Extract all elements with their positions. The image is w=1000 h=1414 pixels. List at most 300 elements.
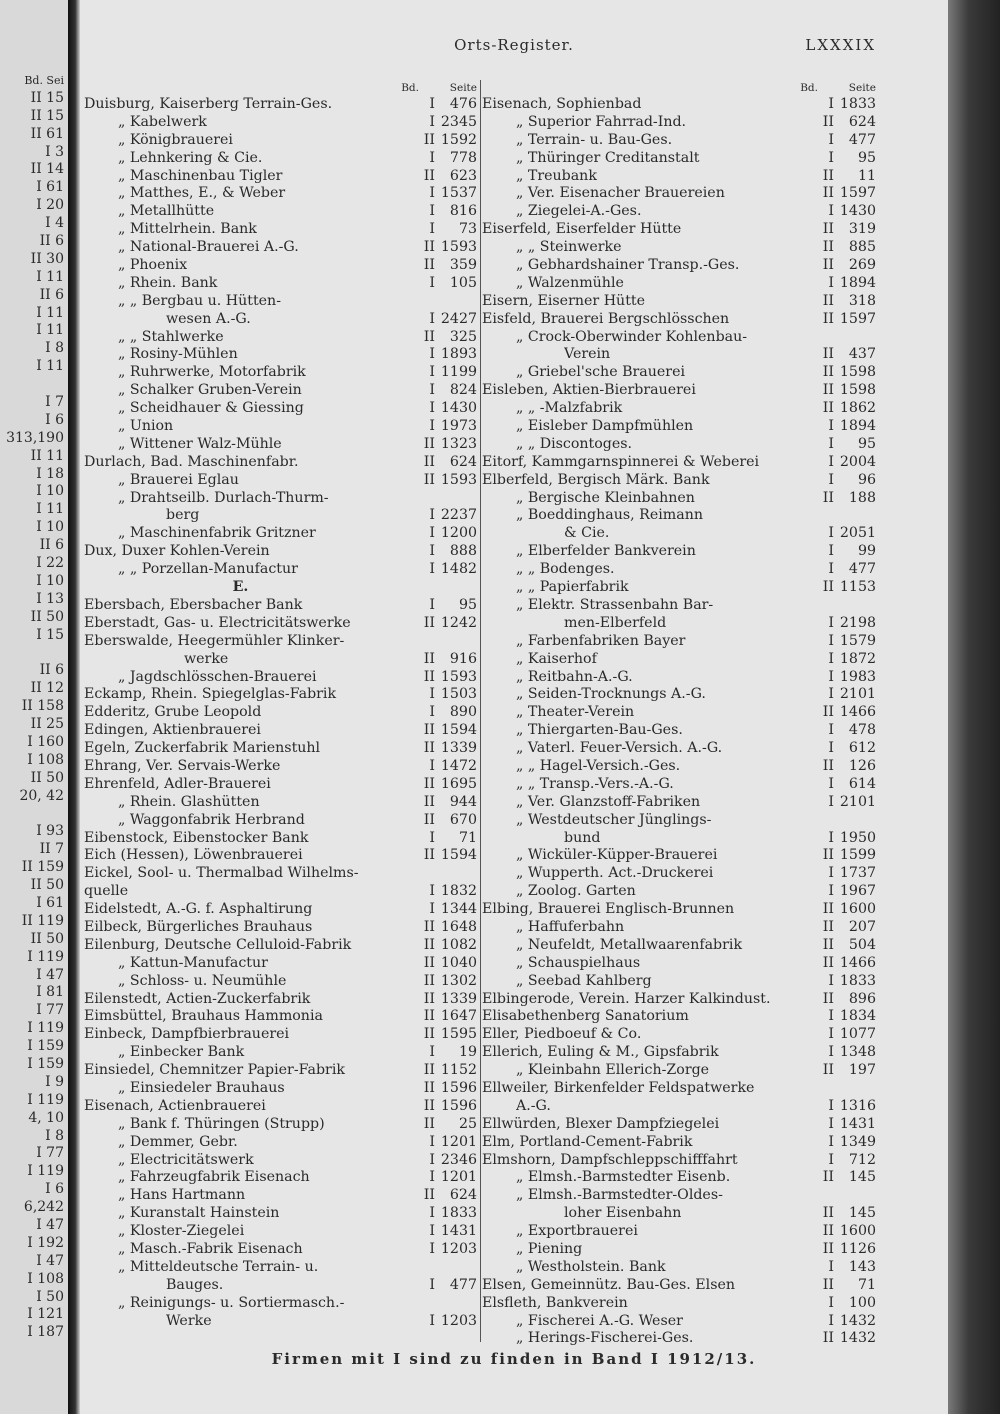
entry-name: quelle (84, 883, 129, 900)
margin-entry: II 14 (30, 161, 64, 178)
entry-volume: I (828, 883, 834, 900)
margin-entry: I 119 (27, 948, 64, 965)
entry-volume: I (828, 1133, 834, 1150)
entry-page: 1482 (440, 561, 477, 578)
entry-name: Eberswalde, Heegermühler Klinker- (84, 632, 345, 649)
register-entry (84, 1080, 479, 1098)
entry-volume: I (828, 686, 834, 703)
entry-page: 1893 (440, 346, 477, 363)
margin-entry: 20, 42 (19, 787, 64, 804)
entry-volume: I (429, 364, 435, 381)
entry-volume: I (429, 543, 435, 560)
entry-page: 1432 (839, 1312, 876, 1329)
register-entry (84, 901, 479, 919)
entry-name: Eilenstedt, Actien-Zuckerfabrik (84, 990, 311, 1007)
register-entry (84, 168, 479, 186)
entry-volume: II (423, 936, 435, 953)
entry-volume: II (822, 239, 834, 256)
register-entry (84, 1116, 479, 1134)
register-entry (84, 776, 479, 794)
entry-volume: I (429, 310, 435, 327)
register-entry (84, 865, 479, 883)
entry-volume: II (822, 579, 834, 596)
entry-volume: II (423, 1097, 435, 1114)
register-entry (84, 1223, 479, 1241)
entry-volume: I (429, 757, 435, 774)
register-entry (84, 883, 479, 901)
entry-page: 359 (449, 257, 477, 274)
entry-volume: II (822, 292, 834, 309)
entry-name: „ Farbenfabriken Bayer (516, 632, 686, 649)
register-entry (482, 758, 878, 776)
entry-volume: I (828, 650, 834, 667)
entry-volume: II (822, 400, 834, 417)
entry-name: „ Schauspielhaus (516, 954, 641, 971)
entry-volume: I (429, 221, 435, 238)
entry-volume: I (429, 686, 435, 703)
entry-page: 1950 (839, 829, 876, 846)
entry-name: Verein (564, 346, 611, 363)
register-entry (482, 830, 878, 848)
entry-name: Einbeck, Dampfbierbrauerei (84, 1026, 290, 1043)
entry-page: 1503 (440, 686, 477, 703)
register-entry (482, 883, 878, 901)
register-entry (482, 1223, 878, 1241)
register-entry (482, 346, 878, 364)
entry-volume: II (822, 847, 834, 864)
entry-name: „ Electricitätswerk (118, 1151, 254, 1168)
entry-page: 712 (848, 1151, 876, 1168)
entry-name: „ „ Hagel-Versich.-Ges. (516, 757, 681, 774)
entry-name: Elisabethenberg Sanatorium (482, 1008, 689, 1025)
entry-name: „ „ Stahlwerke (118, 328, 224, 345)
entry-name: Edingen, Aktienbrauerei (84, 722, 261, 739)
entry-volume: I (429, 346, 435, 363)
entry-name: „ Kabelwerk (118, 113, 207, 130)
entry-volume: I (828, 722, 834, 739)
register-entry (84, 150, 479, 168)
entry-page: 318 (848, 292, 876, 309)
entry-name: Edderitz, Grube Leopold (84, 704, 262, 721)
entry-volume: I (828, 453, 834, 470)
entry-name: & Cie. (564, 525, 610, 542)
register-entry (84, 937, 479, 955)
entry-volume: II (423, 1079, 435, 1096)
entry-page: 1648 (440, 918, 477, 935)
entry-name: „ Ziegelei-A.-Ges. (516, 203, 642, 220)
register-entry (84, 382, 479, 400)
entry-name: „ Westdeutscher Jünglings- (516, 811, 712, 828)
entry-page: 197 (848, 1062, 876, 1079)
entry-name: bund (564, 829, 601, 846)
entry-name: „ Waggonfabrik Herbrand (118, 811, 305, 828)
entry-name: Ellwürden, Blexer Dampfziegelei (482, 1115, 720, 1132)
margin-entry: 6,242 (23, 1199, 64, 1216)
entry-page: 614 (848, 775, 876, 792)
entry-name: „ „ Steinwerke (516, 239, 622, 256)
entry-volume: II (822, 489, 834, 506)
entry-volume: II (822, 954, 834, 971)
register-entry (482, 955, 878, 973)
entry-volume: I (429, 883, 435, 900)
entry-page: 1152 (440, 1062, 477, 1079)
entry-name: „ Crock-Oberwinder Kohlenbau- (516, 328, 748, 345)
entry-page: 1983 (839, 668, 876, 685)
entry-volume: II (822, 1223, 834, 1240)
entry-volume: I (429, 149, 435, 166)
entry-name: Eisern, Eiserner Hütte (482, 292, 645, 309)
margin-entry: I 11 (36, 268, 64, 285)
entry-volume: I (828, 1151, 834, 1168)
margin-entry: I 119 (27, 1163, 64, 1180)
register-entry (482, 257, 878, 275)
entry-volume: I (429, 96, 435, 112)
entry-name: „ „ -Malzfabrik (516, 400, 623, 417)
register-entry (482, 1062, 878, 1080)
entry-volume: II (423, 793, 435, 810)
register-entry (84, 919, 479, 937)
entry-volume: I (429, 113, 435, 130)
margin-entry: I 11 (36, 501, 64, 518)
register-entry (482, 1330, 878, 1348)
entry-name: „ Einsiedeler Brauhaus (118, 1079, 285, 1096)
entry-page: 1593 (440, 668, 477, 685)
register-entry (84, 311, 479, 329)
entry-name: Elberfeld, Bergisch Märk. Bank (482, 471, 710, 488)
entry-name: „ Schloss- u. Neumühle (118, 972, 287, 989)
register-entry (84, 490, 479, 508)
margin-entry: II 6 (39, 662, 64, 679)
entry-page: 1872 (839, 650, 876, 667)
margin-entry: II 6 (39, 233, 64, 250)
entry-name: „ Wupperth. Act.-Druckerei (516, 865, 714, 882)
entry-name: „ Fahrzeugfabrik Eisenach (118, 1169, 310, 1186)
register-entry (84, 525, 479, 543)
register-entry (482, 1259, 878, 1277)
register-entry (482, 114, 878, 132)
entry-name: Eller, Piedboeuf & Co. (482, 1026, 642, 1043)
entry-volume: II (423, 811, 435, 828)
margin-entry: I 15 (36, 626, 64, 643)
register-entry (482, 561, 878, 579)
register-entry (482, 579, 878, 597)
register-entry (482, 418, 878, 436)
register-entry (482, 973, 878, 991)
register-entry (84, 203, 479, 221)
entry-volume: II (423, 972, 435, 989)
register-entry (84, 1259, 479, 1277)
entry-page: 269 (848, 257, 876, 274)
entry-name: „ Lehnkering & Cie. (118, 149, 263, 166)
register-entry (84, 1277, 479, 1295)
bd-header: Bd. (800, 82, 818, 94)
register-entry (482, 168, 878, 186)
entry-page: 1597 (839, 310, 876, 327)
entry-name: „ Brauerei Eglau (118, 471, 239, 488)
entry-page: 1862 (839, 400, 876, 417)
entry-volume: I (429, 1276, 435, 1293)
margin-entry (0, 376, 68, 394)
entry-volume: I (828, 632, 834, 649)
register-entry (84, 114, 479, 132)
entry-volume: I (828, 1026, 834, 1043)
register-entry (482, 1098, 878, 1116)
register-entry (482, 901, 878, 919)
entry-page: 1594 (440, 722, 477, 739)
register-entry (84, 1098, 479, 1116)
margin-entry: I 10 (36, 483, 64, 500)
entry-volume: I (429, 1241, 435, 1257)
entry-page: 1594 (440, 847, 477, 864)
entry-page: 1430 (839, 203, 876, 220)
right-column-header (482, 80, 878, 96)
register-entry (84, 597, 479, 615)
register-entry (482, 669, 878, 687)
entry-name: „ Neufeldt, Metallwaarenfabrik (516, 936, 743, 953)
margin-header: Bd. Sei (24, 74, 64, 87)
entry-name: „ Boeddinghaus, Reimann (516, 507, 703, 524)
register-entry (84, 722, 479, 740)
entry-page: 2051 (839, 525, 876, 542)
register-entry (482, 1277, 878, 1295)
register-entry (84, 651, 479, 669)
entry-name: „ Kleinbahn Ellerich-Zorge (516, 1062, 710, 1079)
register-entry (84, 633, 479, 651)
entry-name: Egeln, Zuckerfabrik Marienstuhl (84, 740, 321, 757)
entry-name: „ Haffuferbahn (516, 918, 625, 935)
entry-name: Eisleben, Aktien-Bierbrauerei (482, 382, 696, 399)
register-entry (84, 132, 479, 150)
entry-volume: II (822, 185, 834, 202)
entry-volume: I (429, 596, 435, 613)
entry-volume: II (423, 990, 435, 1007)
margin-entry: II 50 (30, 930, 64, 947)
register-entry (84, 400, 479, 418)
register-entry (482, 1295, 878, 1313)
register-entry (84, 1169, 479, 1187)
register-entry (482, 221, 878, 239)
entry-page: 824 (449, 382, 477, 399)
margin-entry: I 159 (27, 1055, 64, 1072)
entry-volume: II (423, 435, 435, 452)
entry-name: „ Rosiny-Mühlen (118, 346, 238, 363)
entry-volume: I (429, 203, 435, 220)
entry-page: 1344 (440, 901, 477, 918)
entry-volume: I (828, 131, 834, 148)
register-entry (482, 704, 878, 722)
entry-name: Elmshorn, Dampfschleppschifffahrt (482, 1151, 738, 1168)
entry-volume: I (429, 274, 435, 291)
entry-page: 1472 (440, 757, 477, 774)
margin-entry: II 159 (21, 859, 64, 876)
entry-volume: II (822, 1062, 834, 1079)
register-entry (84, 1026, 479, 1044)
entry-volume: I (828, 1312, 834, 1329)
entry-page: 1833 (440, 1205, 477, 1222)
entry-page: 1600 (839, 901, 876, 918)
entry-volume: I (828, 471, 834, 488)
entry-volume: II (822, 1169, 834, 1186)
entry-name: „ Einbecker Bank (118, 1044, 245, 1061)
entry-page: 1348 (839, 1044, 876, 1061)
entry-name: „ Bergische Kleinbahnen (516, 489, 695, 506)
entry-name: Eisfeld, Brauerei Bergschlösschen (482, 310, 730, 327)
register-entry (482, 865, 878, 883)
register-entry (482, 1205, 878, 1223)
entry-page: 11 (857, 167, 876, 184)
register-entry (84, 96, 479, 114)
entry-volume: II (822, 257, 834, 274)
entry-page: 1349 (839, 1133, 876, 1150)
register-entry (84, 293, 479, 311)
entry-volume: I (429, 1044, 435, 1061)
entry-volume: II (423, 239, 435, 256)
entry-page: 1894 (839, 274, 876, 291)
entry-volume: I (429, 829, 435, 846)
entry-volume: I (828, 829, 834, 846)
margin-entry: I 4 (45, 215, 64, 232)
entry-page: 778 (449, 149, 477, 166)
margin-entry: I 8 (45, 1127, 64, 1144)
register-entry (84, 794, 479, 812)
register-entry (482, 597, 878, 615)
entry-volume: I (429, 1169, 435, 1186)
entry-name: „ Demmer, Gebr. (118, 1133, 238, 1150)
entry-name: Eilenburg, Deutsche Celluloid-Fabrik (84, 936, 352, 953)
entry-name: „ „ Bergbau u. Hütten- (118, 292, 281, 309)
margin-entry (0, 806, 68, 824)
entry-volume: I (828, 435, 834, 452)
entry-volume: II (423, 847, 435, 864)
entry-name: „ Superior Fahrrad-Ind. (516, 113, 687, 130)
register-entry (84, 1062, 479, 1080)
entry-page: 1316 (839, 1097, 876, 1114)
page-edge-shadow (948, 0, 1000, 1414)
register-entry (84, 543, 479, 561)
entry-page: 95 (458, 596, 477, 613)
register-entry (84, 185, 479, 203)
margin-entry: I 6 (45, 1181, 64, 1198)
margin-entry: I 192 (27, 1234, 64, 1251)
entry-name: „ Terrain- u. Bau-Ges. (516, 131, 673, 148)
entry-name: „ „ Papierfabrik (516, 579, 629, 596)
entry-page: 188 (848, 489, 876, 506)
entry-page: 1833 (839, 972, 876, 989)
entry-name: Eitorf, Kammgarnspinnerei & Weberei (482, 453, 760, 470)
margin-entry: 4, 10 (28, 1109, 64, 1126)
entry-page: 145 (848, 1169, 876, 1186)
margin-entry: I 187 (27, 1324, 64, 1341)
register-entry (482, 185, 878, 203)
entry-page: 1833 (839, 96, 876, 112)
entry-name: Bauges. (166, 1276, 224, 1293)
register-entry (482, 919, 878, 937)
register-entry (84, 847, 479, 865)
entry-volume: II (423, 1187, 435, 1204)
entry-name: „ Griebel'sche Brauerei (516, 364, 686, 381)
register-entry (84, 418, 479, 436)
margin-entry: I 108 (27, 1270, 64, 1287)
register-entry (482, 472, 878, 490)
entry-volume: II (822, 757, 834, 774)
register-entry (84, 507, 479, 525)
entry-name: „ Fischerei A.-G. Weser (516, 1312, 683, 1329)
entry-name: „ Wicküler-Küpper-Brauerei (516, 847, 718, 864)
entry-volume: II (822, 901, 834, 918)
entry-name: „ Herings-Fischerei-Ges. (516, 1330, 694, 1347)
margin-entry: II 30 (30, 250, 64, 267)
register-entry (482, 776, 878, 794)
entry-name: „ Reitbahn-A.-G. (516, 668, 633, 685)
entry-volume: I (828, 149, 834, 166)
register-entry (482, 1241, 878, 1259)
entry-page: 476 (449, 96, 477, 112)
entry-name: Dux, Duxer Kohlen-Verein (84, 543, 270, 560)
entry-name: Eibenstock, Eibenstocker Bank (84, 829, 309, 846)
entry-name: „ Metallhütte (118, 203, 215, 220)
entry-page: 1596 (440, 1079, 477, 1096)
entry-name: Ebersbach, Ebersbacher Bank (84, 596, 303, 613)
margin-entry: I 7 (45, 394, 64, 411)
entry-name: „ Wittener Walz-Mühle (118, 435, 282, 452)
register-entry (84, 830, 479, 848)
entry-volume: I (429, 1223, 435, 1240)
entry-volume: II (822, 1205, 834, 1222)
register-entry (84, 1044, 479, 1062)
entry-volume: I (828, 775, 834, 792)
register-entry (84, 758, 479, 776)
entry-page: 1242 (440, 614, 477, 631)
register-entry (84, 1152, 479, 1170)
bd-header: Bd. (401, 82, 419, 94)
margin-entry: I 11 (36, 358, 64, 375)
entry-volume: II (423, 650, 435, 667)
entry-name: Ehrenfeld, Adler-Brauerei (84, 775, 271, 792)
register-entry (84, 1008, 479, 1026)
register-entry (482, 525, 878, 543)
register-entry (482, 150, 878, 168)
entry-volume: I (828, 525, 834, 542)
entry-volume: I (828, 865, 834, 882)
entry-volume: II (423, 722, 435, 739)
book-gutter (68, 0, 80, 1414)
entry-name: „ Ruhrwerke, Motorfabrik (118, 364, 306, 381)
entry-volume: II (423, 954, 435, 971)
margin-entry: II 6 (39, 286, 64, 303)
entry-volume: II (822, 382, 834, 399)
entry-volume: I (828, 274, 834, 291)
entry-page: 1967 (839, 883, 876, 900)
entry-page: 1153 (839, 579, 876, 596)
entry-name: E. (232, 579, 249, 596)
entry-page: 2237 (440, 507, 477, 524)
entry-volume: II (822, 221, 834, 238)
entry-page: 95 (857, 149, 876, 166)
entry-volume: II (423, 328, 435, 345)
entry-page: 890 (449, 704, 477, 721)
entry-page: 1203 (440, 1312, 477, 1329)
register-entry (84, 257, 479, 275)
entry-name: Elbingerode, Verein. Harzer Kalkindust. (482, 990, 771, 1007)
margin-entry: II 50 (30, 608, 64, 625)
right-column (482, 80, 878, 1348)
entry-volume: I (828, 1097, 834, 1114)
entry-volume: II (822, 936, 834, 953)
page-number: LXXXIX (805, 36, 876, 54)
register-entry (84, 1134, 479, 1152)
register-entry (84, 275, 479, 293)
register-entry (482, 1116, 878, 1134)
